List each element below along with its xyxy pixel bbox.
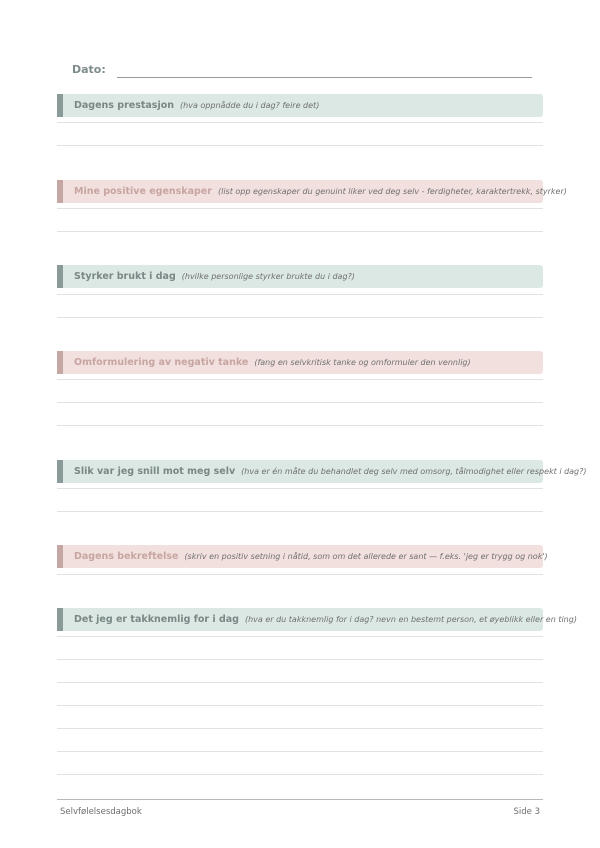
writing-line[interactable]	[57, 774, 543, 775]
section-gratitude	[57, 608, 577, 631]
section-title: Det jeg er takknemlig for i dag	[74, 614, 239, 625]
section-accent-bar	[57, 265, 63, 288]
section-hint: (hva er én måte du behandlet deg selv med omsorg, tålmodighet eller respekt i dag?)	[241, 467, 587, 476]
section-header	[57, 608, 577, 631]
writing-line[interactable]	[57, 659, 543, 660]
section-title: Dagens prestasjon	[74, 100, 175, 111]
writing-line[interactable]	[57, 728, 543, 729]
footer-title: Selvfølelsesdagbok	[60, 807, 142, 817]
writing-line[interactable]	[57, 488, 543, 489]
section-positive-qualities	[57, 180, 567, 203]
section-header	[57, 265, 543, 288]
section-accent-bar	[57, 94, 63, 117]
section-hint: (hva er du takknemlig for i dag? nevn en bestemt person, et øyeblikk eller en ting)	[244, 615, 577, 624]
writing-line[interactable]	[57, 317, 543, 318]
footer-page-number: Side 3	[513, 807, 540, 817]
writing-line[interactable]	[57, 231, 543, 232]
writing-line[interactable]	[57, 379, 543, 380]
section-title: Styrker brukt i dag	[74, 271, 176, 282]
section-title: Omformulering av negativ tanke	[74, 357, 249, 368]
writing-line[interactable]	[57, 751, 543, 752]
writing-line[interactable]	[57, 294, 543, 295]
section-accent-bar	[57, 460, 63, 483]
section-header	[57, 351, 543, 374]
section-hint: (hva oppnådde du i dag? feire det)	[180, 101, 320, 110]
section-accent-bar	[57, 180, 63, 203]
section-header	[57, 545, 548, 568]
section-title: Mine positive egenskaper	[74, 186, 212, 197]
section-accent-bar	[57, 545, 63, 568]
writing-line[interactable]	[57, 511, 543, 512]
section-header	[57, 460, 587, 483]
section-reframe-negative-thought	[57, 351, 543, 374]
writing-line[interactable]	[57, 402, 543, 403]
writing-line[interactable]	[57, 145, 543, 146]
section-accent-bar	[57, 608, 63, 631]
writing-line[interactable]	[57, 574, 543, 575]
date-input-line[interactable]	[117, 77, 532, 78]
section-self-kindness	[57, 460, 587, 483]
footer-divider	[57, 799, 543, 800]
section-hint: (hvilke personlige styrker brukte du i dag?)	[181, 272, 355, 281]
section-title: Dagens bekreftelse	[74, 551, 179, 562]
section-daily-affirmation	[57, 545, 548, 568]
date-label: Dato:	[72, 63, 106, 76]
section-hint: (skriv en positiv setning i nåtid, som om det allerede er sant — f.eks. 'jeg er trygg og nok')	[184, 552, 548, 561]
section-strengths-used	[57, 265, 543, 288]
section-hint: (fang en selvkritisk tanke og omformuler den vennlig)	[254, 358, 471, 367]
writing-line[interactable]	[57, 705, 543, 706]
section-title: Slik var jeg snill mot meg selv	[74, 466, 236, 477]
writing-line[interactable]	[57, 122, 543, 123]
section-hint: (list opp egenskaper du genuint liker ved deg selv - ferdigheter, karaktertrekk, styrker)	[217, 187, 567, 196]
writing-line[interactable]	[57, 425, 543, 426]
section-daily-achievement	[57, 94, 543, 117]
writing-line[interactable]	[57, 682, 543, 683]
section-header	[57, 180, 567, 203]
date-row	[72, 63, 532, 81]
writing-line[interactable]	[57, 208, 543, 209]
section-header	[57, 94, 543, 117]
section-accent-bar	[57, 351, 63, 374]
writing-line[interactable]	[57, 636, 543, 637]
